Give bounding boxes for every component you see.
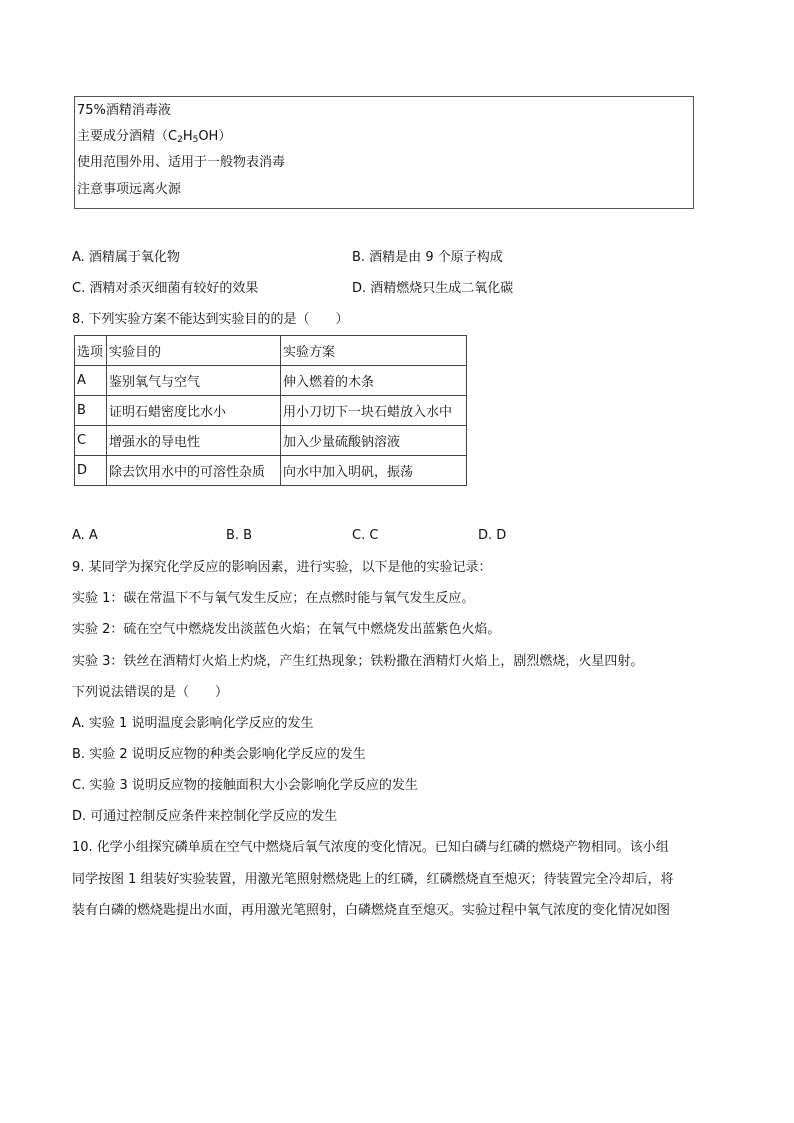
formula-sub-1: 2 <box>177 135 183 145</box>
label-ingredient-suffix: OH） <box>198 129 232 144</box>
table-cell: D <box>75 456 107 486</box>
q9-option-c: C. 实验 3 说明反应物的接触面积大小会影响化学反应的发生 <box>72 778 418 793</box>
formula-sub-2: 5 <box>192 135 199 145</box>
q8-option-c: C. C <box>352 528 379 543</box>
table-cell: 用小刀切下一块石蜡放入水中 <box>281 396 467 426</box>
table-cell: 增强水的导电性 <box>107 426 281 456</box>
table-header-cell: 实验目的 <box>107 336 281 366</box>
q9-option-b: B. 实验 2 说明反应物的种类会影响化学反应的发生 <box>72 747 366 762</box>
table-row <box>75 366 467 396</box>
table-cell: 证明石蜡密度比水小 <box>107 396 281 426</box>
table-row <box>75 456 467 486</box>
label-ingredient <box>77 129 231 145</box>
table-cell: 加入少量硫酸钠溶液 <box>281 426 467 456</box>
q7-option-c: C. 酒精对杀灭细菌有较好的效果 <box>72 281 259 296</box>
table-cell: A <box>75 366 107 396</box>
q10-line3: 装有白磷的燃烧匙提出水面，再用激光笔照射，白磷燃烧直至熄灭。实验过程中氧气浓度的变化情况如图 <box>72 903 671 918</box>
q9-option-d: D. 可通过控制反应条件来控制化学反应的发生 <box>72 809 338 824</box>
table-cell: C <box>75 426 107 456</box>
q9-exp1: 实验 1：碳在常温下不与氧气发生反应；在点燃时能与氧气发生反应。 <box>72 591 475 606</box>
label-notice: 注意事项远离火源 <box>77 182 182 197</box>
q8-option-d: D. D <box>478 528 507 543</box>
q9-exp2: 实验 2：硫在空气中燃烧发出淡蓝色火焰；在氧气中燃烧发出蓝紫色火焰。 <box>72 622 501 637</box>
table-row <box>75 426 467 456</box>
table-cell: 除去饮用水中的可溶性杂质 <box>107 456 281 486</box>
formula-mid: H <box>182 129 193 144</box>
label-title: 75%酒精消毒液 <box>77 103 171 118</box>
table-cell: 鉴别氧气与空气 <box>107 366 281 396</box>
q7-option-b: B. 酒精是由 9 个原子构成 <box>352 250 503 265</box>
q9-option-a: A. 实验 1 说明温度会影响化学反应的发生 <box>72 716 314 731</box>
q10-line2: 同学按图 1 组装好实验装置，用激光笔照射燃烧匙上的红磷，红磷燃烧直至熄灭；待装置完全冷却后，将 <box>72 872 674 887</box>
product-label-box <box>74 96 694 209</box>
q9-question: 下列说法错误的是（ ） <box>72 685 229 700</box>
table-header-row <box>75 336 467 366</box>
q7-option-d: D. 酒精燃烧只生成二氧化碳 <box>352 281 514 296</box>
q8-option-a: A. A <box>72 528 98 543</box>
experiment-table <box>74 335 467 486</box>
q9-stem: 9. 某同学为探究化学反应的影响因素，进行实验，以下是他的实验记录： <box>72 560 492 575</box>
table-header-cell: 实验方案 <box>281 336 467 366</box>
q7-option-a: A. 酒精属于氧化物 <box>72 250 180 265</box>
label-ingredient-prefix: 主要成分酒精（C <box>77 129 178 144</box>
q8-stem: 8. 下列实验方案不能达到实验目的的是（ ） <box>72 312 349 327</box>
label-usage: 使用范围外用、适用于一般物表消毒 <box>77 155 286 170</box>
table-cell: 伸入燃着的木条 <box>281 366 467 396</box>
table-header-cell: 选项 <box>75 336 107 366</box>
q10-line1: 10. 化学小组探究磷单质在空气中燃烧后氧气浓度的变化情况。已知白磷与红磷的燃烧产物相同。该小组 <box>72 840 669 855</box>
table-row <box>75 396 467 426</box>
table-cell: 向水中加入明矾，振荡 <box>281 456 467 486</box>
q8-option-b: B. B <box>226 528 253 543</box>
q9-exp3: 实验 3：铁丝在酒精灯火焰上灼烧，产生红热现象；铁粉撒在酒精灯火焰上，剧烈燃烧，火星四射。 <box>72 654 644 669</box>
table-cell: B <box>75 396 107 426</box>
